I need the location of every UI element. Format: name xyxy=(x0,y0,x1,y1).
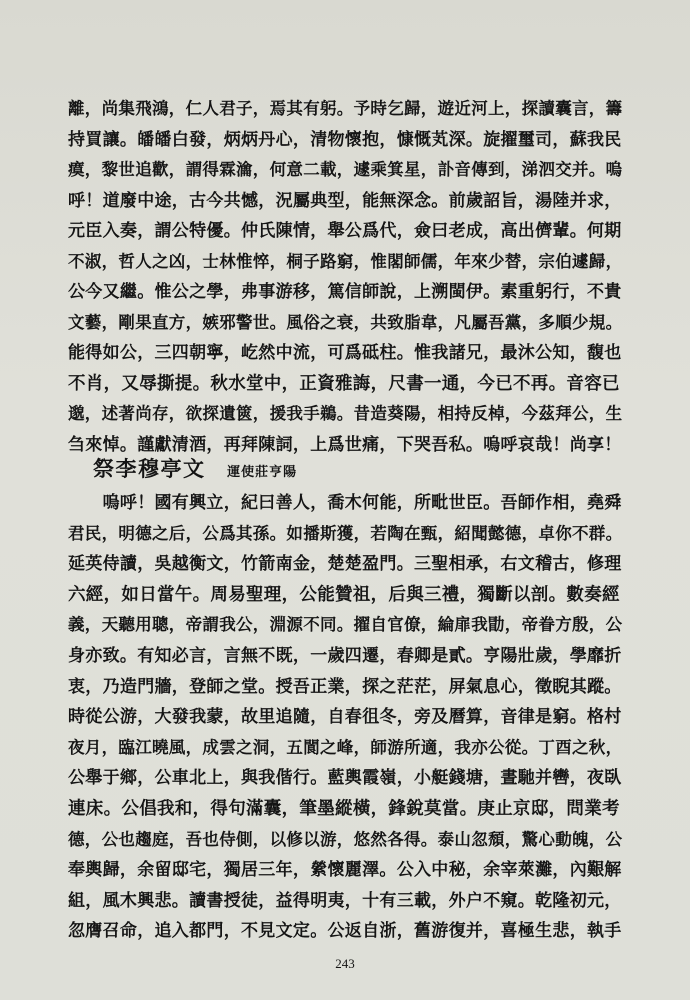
text-line: 邈，述著尚存，欲探遺篋，援我手鵜。昔造葵陽，相持反棹，今茲拜公，生 xyxy=(68,404,623,423)
section-author: 運使莊亨陽 xyxy=(227,465,298,480)
text-line: 時從公游，大發我蒙，故里追隨，自春徂冬，旁及曆算，音律是窮。格村 xyxy=(68,707,622,728)
text-line: 不淑，哲人之凶，士林惟悴，桐子路窮，惟閣師儒，年來少替，宗伯遽歸， xyxy=(68,251,623,271)
page-number: 243 xyxy=(335,956,355,971)
text-line: 能得如公，三四朝寧，屹然中流，可爲砥柱。惟我諸兄，最沐公知，馥也 xyxy=(68,343,622,363)
text-line: 公舉于鄉，公車北上，與我偕行。藍輿霞嶺，小艇錢塘，晝馳并轡，夜臥 xyxy=(68,768,622,789)
text-line: 組，風木興悲。讀書授徒，益得明夷，十有三載，外户不窺。乾隆初元， xyxy=(68,890,622,911)
text-line: 身亦致。有知必言，言無不既，一歲四遷，春卿是貳。亨陽壯歲，學靡折 xyxy=(68,645,622,666)
section-title: 祭李穆亭文 xyxy=(93,456,206,481)
text-line: 元臣入奏，謂公特優。仲氏陳情，舉公爲代，僉曰老成，高出儕輩。何期 xyxy=(68,221,622,241)
text-line: 夜月，臨江曉風，成雲之洞，五閬之峰，師游所適，我亦公從。丁酉之秋， xyxy=(68,737,623,757)
text-line: 衷，乃造門牆，登師之堂。授吾正業，探之茫茫，屏氣息心，徵睨其蹤。 xyxy=(68,676,622,697)
text-line: 連床。公倡我和，得句滿囊，筆墨縱橫，鋒銳莫當。庚止京邸，問業考 xyxy=(68,798,620,819)
text-line: 持買讓。皤皤白發，炳炳丹心，清物懷抱，慷慨芄深。旋擢璽司，蘇我民 xyxy=(68,129,622,150)
text-line: 六經，如日當午。周易聖理，公能贊祖，后與三禮，獨斷以剖。數奏經 xyxy=(68,584,620,605)
text-block-top xyxy=(68,94,628,460)
text-line: 呼！道廢中途，古今共憾，況屬典型，能無深念。前歲詔旨，湯陸并求， xyxy=(68,190,622,211)
text-line: 文藝，剛果直方，嫉邪警世。風俗之衰，共致脂韋，凡屬吾黨，多順少規。 xyxy=(68,312,623,332)
text-line: 奉輿歸，余留邸宅，獨居三年，縈懷麗澤。公入中秘，余宰萊灘，內艱解 xyxy=(68,860,622,881)
text-block-bottom xyxy=(68,488,628,947)
text-line: 德，公也趨庭，吾也侍側，以修以游，悠然各得。泰山忽頹，驚心動魄，公 xyxy=(68,829,623,849)
section-heading xyxy=(93,453,297,483)
text-line: 延英侍讀，吳越衡文，竹箭南金，楚楚盈門。三聖相承，右文稽古，修理 xyxy=(68,554,622,575)
text-line: 瘼，黎世追歡，謂得霖㵸，何意二載，遽乘箕星，訃音傳到，涕泗交并。嗚 xyxy=(68,160,623,179)
text-line: 義，天聽用聰，帝謂我公，淵源不同。擢自官僚，綸扉我勖，帝眷方殷，公 xyxy=(68,615,623,635)
text-line: 離，尚集飛鴻，仁人君子，焉其有躬。予時乞歸，遊近河上，探讀囊言，籌 xyxy=(68,99,623,118)
text-line: 忽膺召命，追入都門，不見文定。公返自浙，舊游復并，喜極生悲，執手 xyxy=(68,921,622,942)
text-line: 嗚呼！國有興立，紀曰善人，喬木何能，所毗世臣。吾師作相，堯舜 xyxy=(68,493,622,513)
text-line: 不肖，又辱撕提。秋水堂中，正資雅誨，尺書一通，今已不再。音容已 xyxy=(68,373,620,394)
text-line: 刍來悼。謹獻清酒，再拜陳詞，上爲世痛，下哭吾私。嗚呼哀哉！尚享！ xyxy=(68,434,622,455)
text-line: 君民，明德之后，公爲其孫。如播斯獲，若陶在甄，紹聞懿德，卓你不群。 xyxy=(68,523,623,543)
text-line: 公今又繼。惟公之學，弗事游移，篤信師說，上溯閩伊。素重躬行，不貴 xyxy=(68,282,622,302)
